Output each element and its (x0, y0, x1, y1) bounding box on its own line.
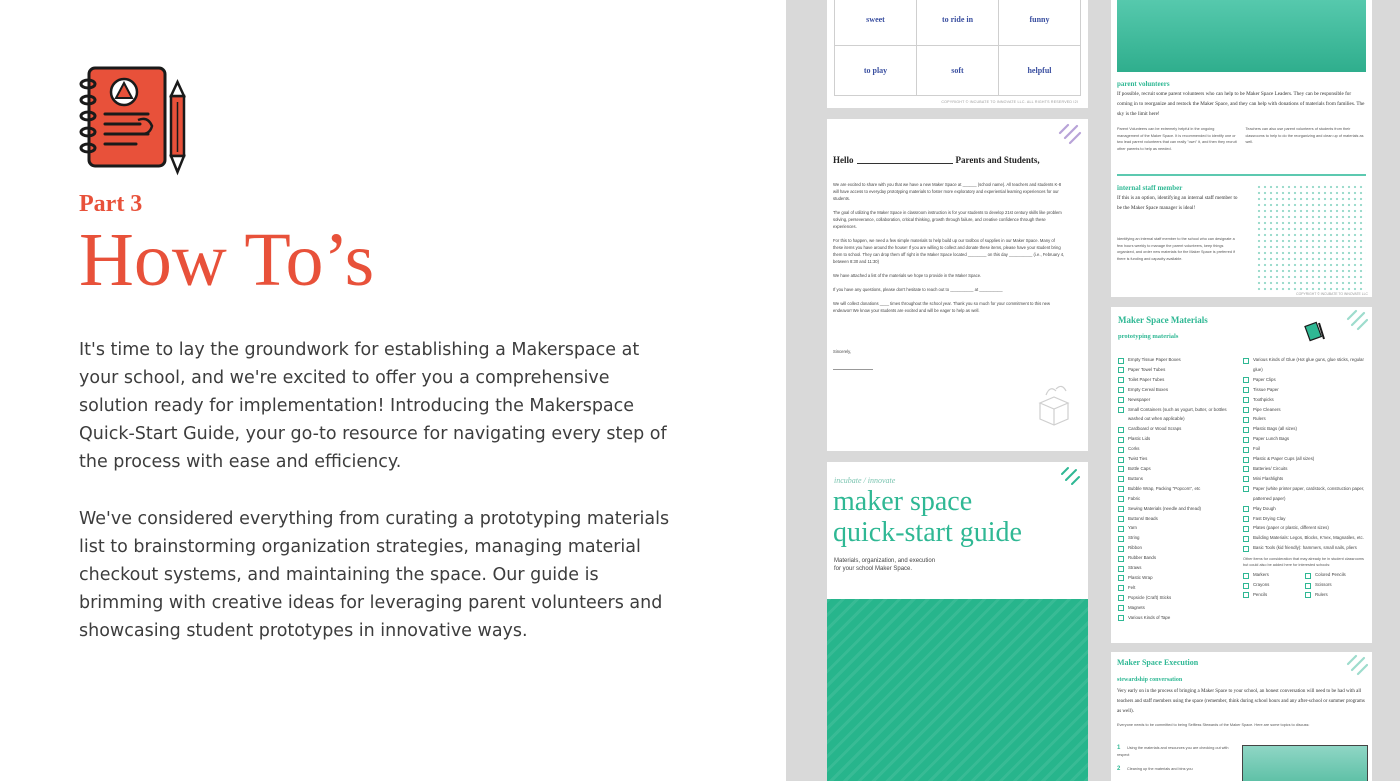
page-thumb-parent-letter (827, 119, 1088, 451)
checklist-item: Bubble Wrap, Packing "Popcorn", etc (1118, 484, 1242, 494)
page-thumb-cover (827, 462, 1088, 781)
checklist-item: Paper Lunch Bags (1243, 434, 1367, 444)
checklist-item: Plates (paper or plastic, different sizes) (1243, 523, 1367, 533)
section-heading: parent volunteers (1117, 80, 1170, 88)
checklist-item: Foil (1243, 444, 1367, 454)
letter-body (833, 181, 1065, 321)
stripes-decoration-icon (1346, 309, 1368, 331)
letter-hello: Hello (833, 155, 854, 165)
divider (1117, 174, 1366, 176)
word-cell: soft (917, 45, 999, 96)
materials-title: Maker Space Materials (1118, 315, 1208, 325)
section-column: Parent Volunteers can be extremely helpful in the ongoing management of the Maker Space. It is recommended to identify one or two lead parent volunteers that can really "own" it, and then they recruit other parents to help as needed. (1117, 127, 1237, 151)
box-doodle-icon (1032, 381, 1076, 429)
checklist-item: Paper (white printer paper, cardstock, construction paper, patterned paper) (1243, 484, 1367, 504)
checklist-item: Bottle Caps (1118, 464, 1242, 474)
checklist-item: Buttons (1118, 474, 1242, 484)
section-body: If possible, recruit some parent volunteers who can help to be Maker Space Leaders. They can be responsible for coming in to reorganize and restock the Maker Space, and they can help with donations of materials from families. The sky is the limit here! (1117, 91, 1365, 117)
classroom-photo (1242, 745, 1368, 781)
letter-paragraph: We are excited to share with you that we have a new Maker Space at ______ (school name). All teachers and students K-8 will have access to everyday prototyping materials to foster more exploratory and experiential learning experiences for our students. (833, 182, 1062, 201)
details-paragraph: We've considered everything from curating a prototyping materials list to brainstorming organization strategies, managing material checkout systems, and maintaining the space. Our guide is brimming with creative ideas for leveraging parent volunteers and showcasing student prototypes in innovative ways. (79, 509, 670, 641)
checklist-item: Plastic & Paper Cups (all sizes) (1243, 454, 1367, 464)
cover-pattern-block (827, 599, 1088, 781)
section-body: Very early on in the process of bringing a Maker Space to your school, an honest conversation will need to be had with all teachers and staff members using the space (remember, think during school hours and any after-school or summer programs as well). (1117, 689, 1365, 714)
list-item: 1 Using the materials and resources you are checking out with respect (1117, 745, 1229, 757)
checklist-item: Markers (1243, 570, 1305, 580)
checklist-item: Rulers (1243, 414, 1367, 424)
list-item: 2 Cleaning up the materials and bins you (1117, 766, 1193, 772)
volunteers-photo (1117, 0, 1366, 72)
cover-subtitle-line: Materials, organization, and execution (834, 558, 936, 564)
checklist-item: Magnets (1118, 603, 1242, 613)
checklist-item: Empty Cereal Boxes (1118, 385, 1242, 395)
page-thumb-execution (1111, 652, 1372, 781)
checklist-item: Cardboard or Wood Scraps (1118, 424, 1242, 434)
materials-column (1118, 355, 1242, 622)
checklist-item: Ribbon (1118, 543, 1242, 553)
numbered-list (1117, 745, 1237, 773)
copyright-note: COPYRIGHT © INCUBATE TO INNOVATE LLC (1296, 292, 1368, 296)
section-column: Teachers can also use parent volunteers of students from their classrooms to help to do the reorganizing and clean up of materials as well. (1245, 127, 1364, 144)
letter-paragraph: We will collect donations ____ times throughout the school year. Thank you so much for your commitment to this new endeavor! We know your students are excited and will be eager to help as well. (833, 301, 1051, 313)
checklist-item: String (1118, 533, 1242, 543)
checklist-item: Felt (1118, 583, 1242, 593)
letter-paragraph: We have attached a list of the materials we hope to provide in the Maker Space. (833, 273, 982, 278)
extra-items-column (1243, 570, 1305, 600)
notebook-pencil-icon (1303, 319, 1327, 343)
word-cell: to ride in (917, 0, 999, 45)
page-thumb-volunteers (1111, 0, 1372, 297)
guide-preview-gallery (786, 0, 1400, 781)
cover-title-line: quick-start guide (833, 517, 1022, 548)
list-item-text: Using the materials and resources you are checking out with respect (1117, 746, 1229, 757)
materials-subtitle: prototyping materials (1118, 333, 1179, 340)
checklist-item: Sewing Materials (needle and thread) (1118, 504, 1242, 514)
checklist-item: Pencils (1243, 590, 1305, 600)
word-table (834, 0, 1081, 96)
checklist-item: Colored Pencils (1305, 570, 1367, 580)
checklist-item: Yarn (1118, 523, 1242, 533)
section-body: Identifying an internal staff member to the school who can designate a few hours weekly to manage the parent volunteers, keep things organized, and order new materials for the Maker Space is preferred if there is funding and capacity available. (1117, 237, 1235, 261)
extra-items (1243, 570, 1367, 600)
signature-line (833, 369, 873, 370)
cover-subtitle-line: for your school Maker Space. (834, 566, 913, 572)
intro-paragraph: It's time to lay the groundwork for establishing a Makerspace at your school, and we're excited to offer you a comprehensive solution ready for implementation! Introducing the Makerspace Quick-Start Guide, your go-to resource for navigating every step of the process with ease and efficiency. (79, 340, 667, 472)
checklist-item: Building Materials: Legos, Blocks, K'nex, Magnatiles, etc. (1243, 533, 1367, 543)
cover-title-line: maker space (833, 486, 973, 517)
part-label: Part 3 (79, 191, 143, 217)
checklist-item: Pipe Cleaners (1243, 405, 1367, 415)
section-body: If this is an option, identifying an internal staff member to be the Maker Space manager is ideal! (1117, 195, 1238, 211)
checklist-item: Paper Clips (1243, 375, 1367, 385)
checklist-item: Fabric (1118, 494, 1242, 504)
page-thumb-word-table (827, 0, 1088, 108)
letter-greeting (833, 155, 1040, 165)
list-item-text: Cleaning up the materials and bins you (1127, 767, 1193, 771)
section-columns (1117, 126, 1366, 152)
checklist-item: Basic Tools (kid friendly): hammers, small nails, pliers (1243, 543, 1367, 553)
extra-items-column (1305, 570, 1367, 600)
cover-subtitle (834, 557, 935, 573)
checklist-item: Plastic Wrap (1118, 573, 1242, 583)
checklist-item: Paper Towel Tubes (1118, 365, 1242, 375)
letter-hello-tail: Parents and Students, (955, 155, 1040, 165)
checklist-item: Various Kinds of Glue (Hot glue guns, glue sticks, regular glue) (1243, 355, 1367, 375)
copyright-note: COPYRIGHT © INCUBATE TO INNOVATE LLC. ALL RIGHTS RESERVED I2I (941, 100, 1078, 104)
checklist-item: Popsicle (Craft) Sticks (1118, 593, 1242, 603)
checklist-item: Plastic Bags (all sizes) (1243, 424, 1367, 434)
page-thumb-materials (1111, 307, 1372, 643)
stripes-decoration-icon (1058, 123, 1082, 145)
checklist-item: Toothpicks (1243, 395, 1367, 405)
word-cell: helpful (999, 45, 1081, 96)
notebook-pencil-icon (78, 62, 193, 177)
section-heading: stewardship conversation (1117, 677, 1183, 683)
dot-pattern (1256, 184, 1366, 292)
checklist-item: Scissors (1305, 580, 1367, 590)
page-title: How To’s (79, 218, 375, 302)
checklist-item: Crayons (1243, 580, 1305, 590)
checklist-item: Corks (1118, 444, 1242, 454)
checklist-item: Tissue Paper (1243, 385, 1367, 395)
checklist-item: Buttons/ Beads (1118, 514, 1242, 524)
checklist-item: Twist Ties (1118, 454, 1242, 464)
checklist-item: Newspaper (1118, 395, 1242, 405)
execution-title: Maker Space Execution (1117, 658, 1199, 667)
checklist-item: Straws (1118, 563, 1242, 573)
stripes-decoration-icon (1058, 466, 1082, 488)
checklist-item: Plastic Lids (1118, 434, 1242, 444)
word-cell: sweet (835, 0, 917, 45)
word-cell: funny (999, 0, 1081, 45)
materials-note: Other items for consideration that may already be in student classrooms but could also be added here for interested schools: (1243, 557, 1364, 567)
word-cell: to play (835, 45, 917, 96)
letter-paragraph: If you have any questions, please don't hesitate to reach out to __________ at __________ (833, 287, 1003, 292)
stripes-decoration-icon (1346, 654, 1368, 676)
checklist-item: Various Kinds of Tape (1118, 613, 1242, 623)
section-heading: internal staff member (1117, 184, 1183, 192)
checklist-item: Fast Drying Clay (1243, 514, 1367, 524)
checklist-item: Batteries/ Circuits (1243, 464, 1367, 474)
checklist-item: Play Dough (1243, 504, 1367, 514)
checklist-item: Mini Flashlights (1243, 474, 1367, 484)
checklist-item: Toilet Paper Tubes (1118, 375, 1242, 385)
checklist-item: Small Containers (such as yogurt, butter, or bottles washed out when applicable) (1118, 405, 1242, 425)
letter-signoff: Sincerely, (833, 349, 852, 354)
checklist-item: Empty Tissue Paper Boxes (1118, 355, 1242, 365)
checklist-item: Rulers (1305, 590, 1367, 600)
materials-column (1243, 355, 1367, 600)
checklist-item: Rubber Bands (1118, 553, 1242, 563)
brand-logo: incubate / innovate (834, 476, 896, 485)
cover-title (833, 486, 1022, 548)
section-body: Everyone needs to be committed to being Selfless Stewards of the Maker Space. Here are some topics to discuss: (1117, 723, 1310, 727)
letter-paragraph: The goal of utilizing the Maker Space in classroom instruction is for your students to develop 21st century skills like problem solving, perseverance, collaboration, critical thinking, growth through failure, and creative confidence through these experiences. (833, 210, 1062, 229)
letter-paragraph: For this to happen, we need a few simple materials to help build up our toolbox of supplies in our Maker Space. Many of these items you have around the house! If you are willing to collect and donate these items, please have your student bring them to school. They can drop them off right in the Maker Space located ________ on this day __________ (i.e., February 4, between 8:30 and 11:30) (833, 238, 1065, 264)
